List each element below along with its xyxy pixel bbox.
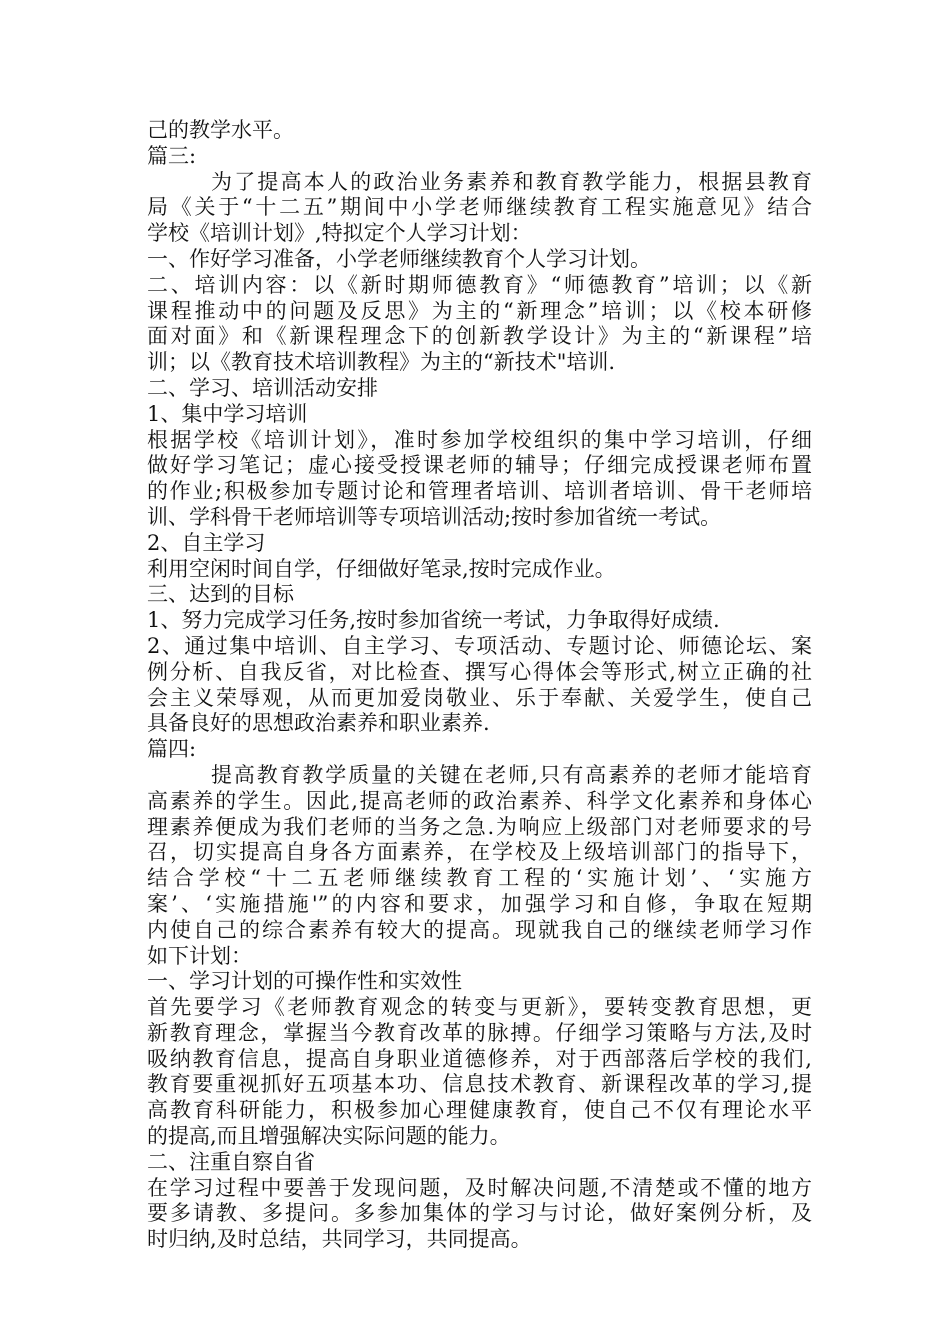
document-line: 二、培训内容：以《新时期师德教育》“师德教育”培训；以《新 (147, 272, 812, 297)
document-line: 篇四: (147, 737, 197, 762)
document-line: 学校《培训计划》,特拟定个人学习计划： (147, 221, 532, 246)
document-line: 高素养的学生。因此,提高老师的政治素养、科学文化素养和身体心 (147, 788, 812, 813)
document-line: 理素养便成为我们老师的当务之急.为响应上级部门对老师要求的号 (147, 814, 812, 839)
document-line: 吸纳教育信息，提高自身职业道德修养，对于西部落后学校的我们, (147, 1046, 812, 1071)
document-line: 要多请教、多提问。多参加集体的学习与讨论，做好案例分析，及 (147, 1201, 812, 1226)
document-line: 面对面》和《新课程理念下的创新教学设计》为主的“新课程”培 (147, 324, 812, 349)
document-line: 例分析、自我反省，对比检查、撰写心得体会等形式,树立正确的社 (147, 659, 812, 684)
document-body (147, 118, 812, 1253)
document-line: 具备良好的思想政治素养和职业素养. (147, 711, 490, 736)
document-line: 的提高,而且增强解决实际问题的能力。 (147, 1124, 511, 1149)
document-line: 结合学校“十二五老师继续教育工程的‘实施计划’、‘实施方 (147, 866, 812, 891)
document-line: 首先要学习《老师教育观念的转变与更新》，要转变教育思想，更 (147, 995, 812, 1020)
document-line: 的作业;积极参加专题讨论和管理者培训、培训者培训、骨干老师培 (147, 479, 812, 504)
document-line: 利用空闲时间自学，仔细做好笔录,按时完成作业。 (147, 556, 616, 581)
document-line: 做好学习笔记；虚心接受授课老师的辅导；仔细完成授课老师布置 (147, 453, 812, 478)
document-line: 案’、‘实施措施'”的内容和要求，加强学习和自修，争取在短期 (147, 891, 812, 916)
document-line: 训；以《教育技术培训教程》为主的“新技术"培训. (147, 350, 616, 375)
document-line: 局《关于“十二五”期间中小学老师继续教育工程实施意见》结合 (147, 195, 812, 220)
document-line: 课程推动中的问题及反思》为主的“新理念”培训；以《校本研修 (147, 298, 812, 323)
document-line: 会主义荣辱观，从而更加爱岗敬业、乐于奉献、关爱学生，使自己 (147, 685, 812, 710)
document-line: 教育要重视抓好五项基本功、信息技术教育、新课程改革的学习,提 (147, 1072, 812, 1097)
document-line: 二、注重自察自省 (147, 1149, 315, 1174)
document-line: 2、自主学习 (147, 530, 266, 555)
document-line: 1、努力完成学习任务,按时参加省统一考试，力争取得好成绩. (147, 608, 720, 633)
document-line: 新教育理念，掌握当今教育改革的脉搏。仔细学习策略与方法,及时 (147, 1020, 812, 1045)
document-line: 训、学科骨干老师培训等专项培训活动;按时参加省统一考试。 (147, 504, 722, 529)
document-line: 内使自己的综合素养有较大的提高。现就我自己的继续老师学习作 (147, 917, 812, 942)
document-line: 为了提高本人的政治业务素养和教育教学能力，根据县教育 (211, 169, 812, 194)
document-line: 高教育科研能力，积极参加心理健康教育，使自己不仅有理论水平 (147, 1098, 812, 1123)
document-line: 一、学习计划的可操作性和实效性 (147, 969, 462, 994)
document-line: 1、集中学习培训 (147, 401, 308, 426)
document-line: 在学习过程中要善于发现问题，及时解决问题,不清楚或不懂的地方 (147, 1175, 812, 1200)
document-line: 2、通过集中培训、自主学习、专项活动、专题讨论、师德论坛、案 (147, 633, 812, 658)
document-line: 提高教育教学质量的关键在老师,只有高素养的老师才能培育 (211, 762, 812, 787)
document-line: 时归纳,及时总结，共同学习，共同提高。 (147, 1227, 532, 1252)
document-line: 篇三: (147, 143, 197, 168)
document-line: 二、学习、培训活动安排 (147, 375, 378, 400)
document-line: 己的教学水平。 (147, 118, 294, 142)
document-line: 召，切实提高自身各方面素养，在学校及上级培训部门的指导下， (147, 840, 812, 865)
document-line: 根据学校《培训计划》，准时参加学校组织的集中学习培训，仔细 (147, 427, 812, 452)
document-line: 一、作好学习准备，小学老师继续教育个人学习计划。 (147, 246, 651, 271)
document-line: 三、达到的目标 (147, 582, 294, 607)
document-line: 如下计划： (147, 943, 252, 968)
